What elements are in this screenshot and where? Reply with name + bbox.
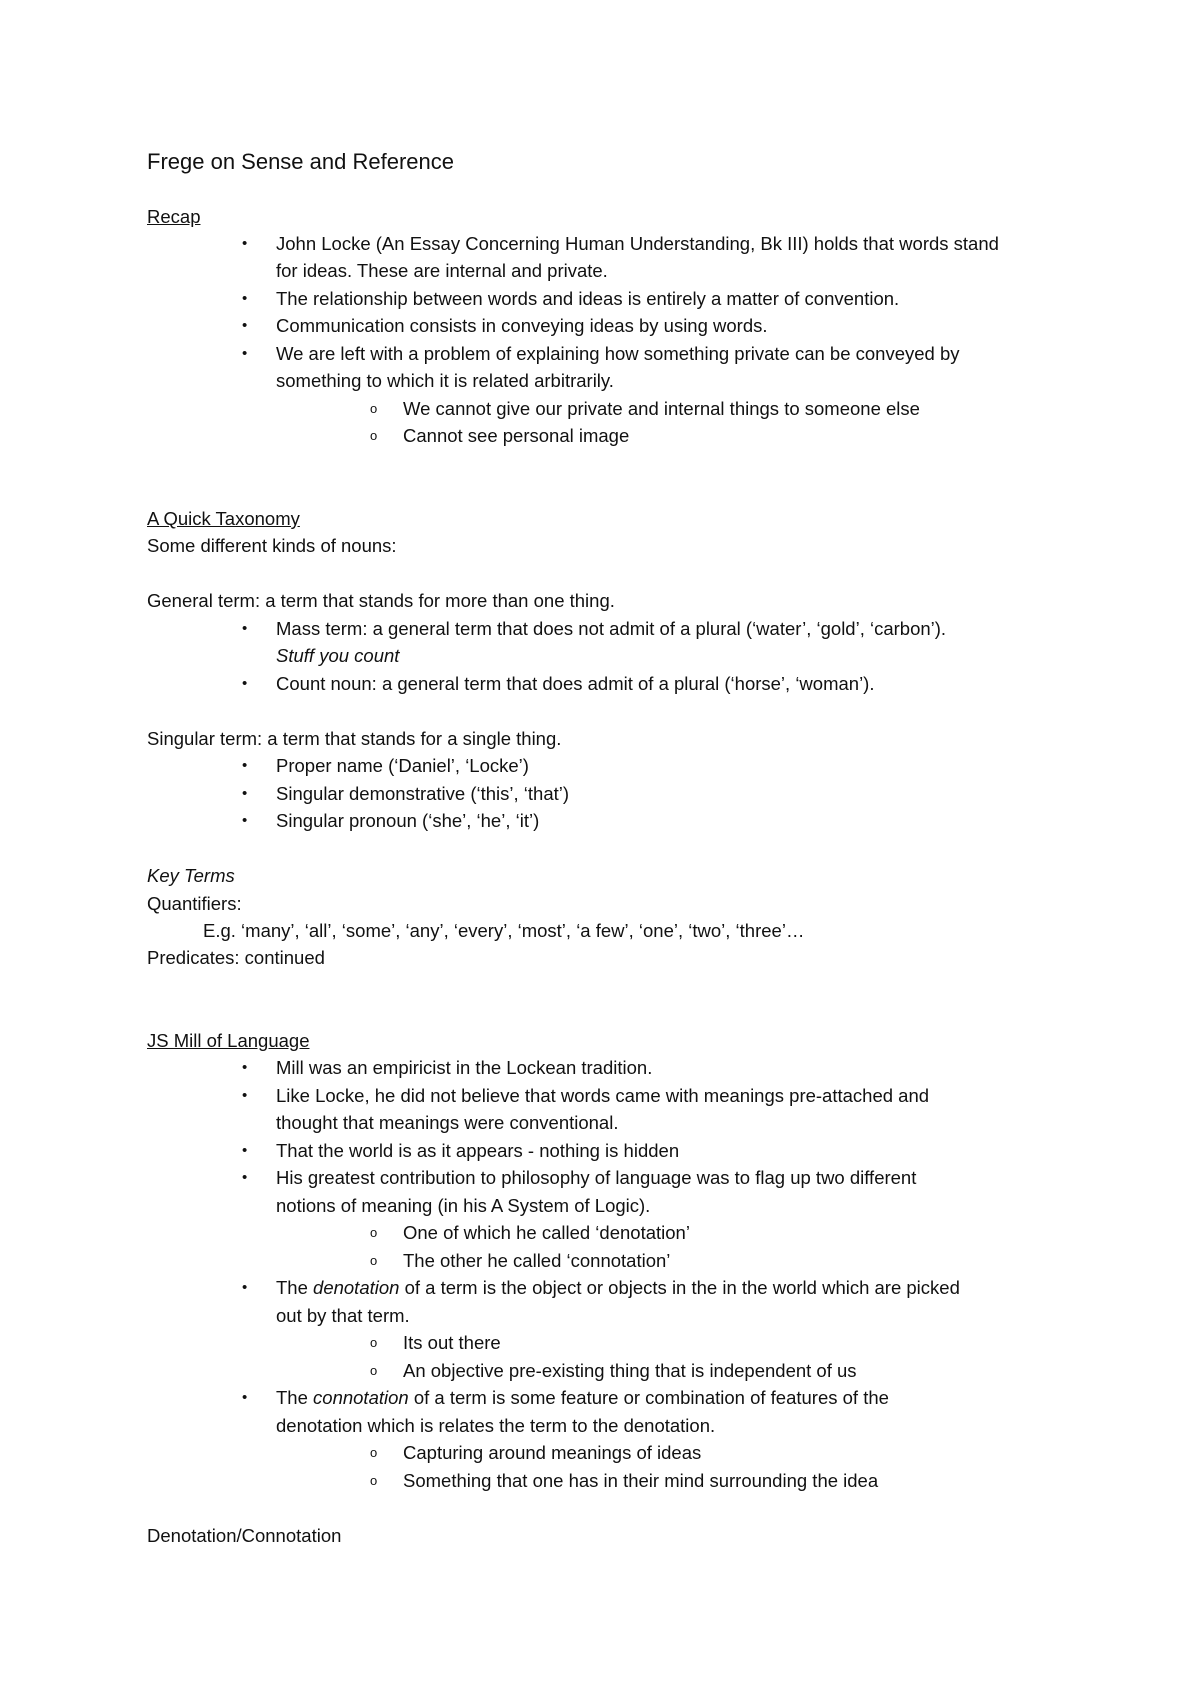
connotation-term: connotation bbox=[313, 1387, 409, 1408]
mill-bullet-3: That the world is as it appears - nothing is hidden bbox=[276, 1140, 680, 1161]
mill-bullet-2-line-1: Like Locke, he did not believe that words came with meanings pre-attached and bbox=[276, 1085, 930, 1106]
mill-bullet-6-sub-1: Capturing around meanings of ideas bbox=[403, 1442, 702, 1463]
sub-bullet-icon: o bbox=[370, 1473, 378, 1488]
bullet-icon: • bbox=[242, 1059, 248, 1076]
page-title: Frege on Sense and Reference bbox=[147, 149, 454, 174]
bullet-icon: • bbox=[242, 1142, 248, 1159]
bullet-icon: • bbox=[242, 620, 248, 637]
general-term-definition: General term: a term that stands for more than one thing. bbox=[147, 590, 615, 611]
bullet-icon: • bbox=[242, 785, 248, 802]
sub-bullet-icon: o bbox=[370, 401, 378, 416]
mill-bullet-5-sub-2: An objective pre-existing thing that is independent of us bbox=[403, 1360, 857, 1381]
bullet-icon: • bbox=[242, 1389, 248, 1406]
recap-heading: Recap bbox=[147, 206, 201, 227]
mass-term-item: Mass term: a general term that does not admit of a plural (‘water’, ‘gold’, ‘carbon’). bbox=[276, 618, 947, 639]
text-span: of a term is some feature or combination of features of the bbox=[408, 1387, 889, 1408]
text-span: of a term is the object or objects in the in the world which are picked bbox=[399, 1277, 960, 1298]
recap-bullet-1-line-1: John Locke (An Essay Concerning Human Understanding, Bk III) holds that words stand bbox=[276, 233, 999, 254]
bullet-icon: • bbox=[242, 1087, 248, 1104]
quantifiers-label: Quantifiers: bbox=[147, 893, 242, 914]
recap-sub-bullet-2: Cannot see personal image bbox=[403, 425, 630, 446]
mass-term-note: Stuff you count bbox=[276, 645, 400, 666]
bullet-icon: • bbox=[242, 290, 248, 307]
bullet-icon: • bbox=[242, 345, 248, 362]
mill-bullet-4-line-2: notions of meaning (in his A System of Logic). bbox=[276, 1195, 651, 1216]
bullet-icon: • bbox=[242, 1279, 248, 1296]
recap-sub-bullet-1: We cannot give our private and internal things to someone else bbox=[403, 398, 920, 419]
taxonomy-heading: A Quick Taxonomy bbox=[147, 508, 300, 529]
text-span: The bbox=[276, 1387, 314, 1408]
mill-bullet-1: Mill was an empiricist in the Lockean tradition. bbox=[276, 1057, 653, 1078]
sub-bullet-icon: o bbox=[370, 1363, 378, 1378]
bullet-icon: • bbox=[242, 235, 248, 252]
bullet-icon: • bbox=[242, 757, 248, 774]
mill-sub-bullet-connotation: The other he called ‘connotation’ bbox=[403, 1250, 671, 1271]
mill-bullet-5-line-1 bbox=[276, 1276, 960, 1300]
singular-term-definition: Singular term: a term that stands for a single thing. bbox=[147, 728, 562, 749]
recap-bullet-2: The relationship between words and ideas is entirely a matter of convention. bbox=[276, 288, 900, 309]
recap-bullet-3: Communication consists in conveying ideas by using words. bbox=[276, 315, 768, 336]
mill-bullet-5-sub-1: Its out there bbox=[403, 1332, 501, 1353]
count-noun-item: Count noun: a general term that does admit of a plural (‘horse’, ‘woman’). bbox=[276, 673, 875, 694]
denotation-term: denotation bbox=[313, 1277, 400, 1298]
recap-bullet-1-line-2: for ideas. These are internal and private. bbox=[276, 260, 608, 281]
mill-bullet-2-line-2: thought that meanings were conventional. bbox=[276, 1112, 619, 1133]
mill-sub-bullet-denotation: One of which he called ‘denotation’ bbox=[403, 1222, 690, 1243]
mill-bullet-6-line-2: denotation which is relates the term to the denotation. bbox=[276, 1415, 716, 1436]
sub-bullet-icon: o bbox=[370, 1335, 378, 1350]
quantifiers-example: E.g. ‘many’, ‘all’, ‘some’, ‘any’, ‘every’, ‘most’, ‘a few’, ‘one’, ‘two’, ‘three’… bbox=[203, 920, 805, 941]
predicates-label: Predicates: continued bbox=[147, 947, 325, 968]
text-span: The bbox=[276, 1277, 314, 1298]
key-terms-heading: Key Terms bbox=[147, 865, 235, 886]
denotation-connotation-heading: Denotation/Connotation bbox=[147, 1525, 342, 1546]
sub-bullet-icon: o bbox=[370, 1225, 378, 1240]
proper-name-item: Proper name (‘Daniel’, ‘Locke’) bbox=[276, 755, 529, 776]
singular-demonstrative-item: Singular demonstrative (‘this’, ‘that’) bbox=[276, 783, 570, 804]
bullet-icon: • bbox=[242, 812, 248, 829]
mill-bullet-6-line-1 bbox=[276, 1386, 889, 1410]
mill-bullet-5-line-2: out by that term. bbox=[276, 1305, 410, 1326]
recap-bullet-4-line-1: We are left with a problem of explaining how something private can be conveyed by bbox=[276, 343, 960, 364]
mill-heading: JS Mill of Language bbox=[147, 1030, 310, 1051]
recap-bullet-4-line-2: something to which it is related arbitrarily. bbox=[276, 370, 614, 391]
bullet-icon: • bbox=[242, 675, 248, 692]
sub-bullet-icon: o bbox=[370, 428, 378, 443]
mill-bullet-4-line-1: His greatest contribution to philosophy of language was to flag up two different bbox=[276, 1167, 917, 1188]
bullet-icon: • bbox=[242, 1169, 248, 1186]
taxonomy-intro: Some different kinds of nouns: bbox=[147, 535, 397, 556]
singular-pronoun-item: Singular pronoun (‘she’, ‘he’, ‘it’) bbox=[276, 810, 540, 831]
bullet-icon: • bbox=[242, 317, 248, 334]
sub-bullet-icon: o bbox=[370, 1253, 378, 1268]
mill-bullet-6-sub-2: Something that one has in their mind surrounding the idea bbox=[403, 1470, 879, 1491]
sub-bullet-icon: o bbox=[370, 1445, 378, 1460]
